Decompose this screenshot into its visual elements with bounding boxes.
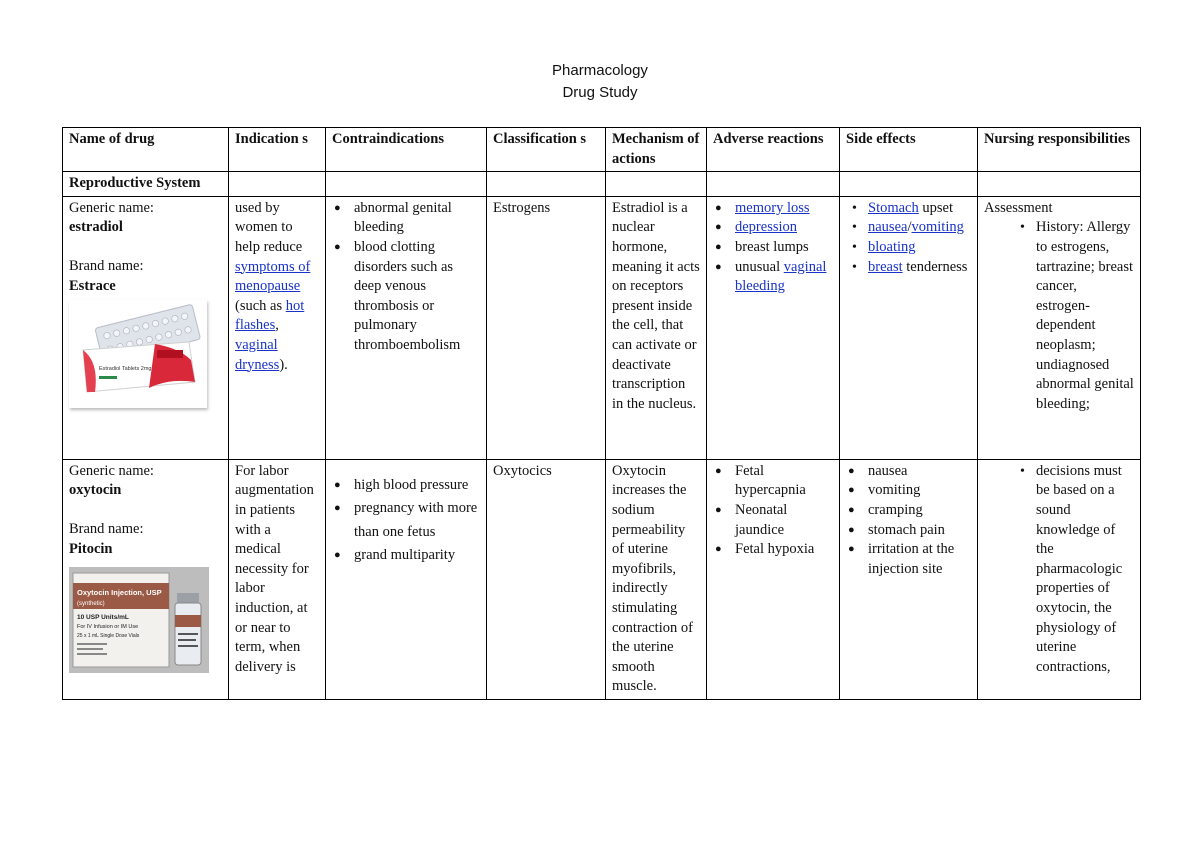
list-item: ● stomach pain [868,521,971,541]
link-vaginal-dryness[interactable]: vaginal dryness [235,336,280,373]
list-item: • nausea/vomiting [868,218,971,238]
brand-name: Pitocin [69,540,113,557]
svg-text:10 USP Units/mL: 10 USP Units/mL [77,614,129,622]
col-header-nursing: Nursing responsibilities [978,128,1141,172]
generic-name: estradiol [69,219,123,236]
drug-name-cell [63,196,229,459]
indication-cell: used by women to help reduce symptoms of menopause (such as hot flashes, vaginal dryness). [229,196,326,459]
list-item [735,199,833,219]
list-item: ● abnormal genital bleeding [354,199,480,238]
classification-cell: Oxytocics [487,459,606,699]
list-item: ● vomiting [868,481,971,501]
svg-text:Oxytocin Injection, USP: Oxytocin Injection, USP [77,588,162,598]
col-header-side-effects: Side effects [840,128,978,172]
list-item: ● irritation at the injection site [868,540,971,579]
header-row [63,128,1141,172]
list-item [868,238,971,258]
link-breast[interactable]: breast [868,258,903,275]
svg-text:For IV Infusion or IM Use: For IV Infusion or IM Use [77,624,139,631]
generic-label: Generic name: [69,462,154,479]
col-header-name: Name of drug [63,128,229,172]
list-item [735,218,833,238]
drug-study-table [62,127,1141,700]
list-item: • decisions must be based on a sound knowledge of the pharmacologic properties of oxytocin, the physiology of uterine contractions, [1036,462,1134,678]
col-header-indications: Indication s [229,128,326,172]
document-title: Pharmacology [552,62,648,79]
list-item: • breast tenderness [868,258,971,278]
nursing-cell [978,196,1141,459]
section-row [63,172,1141,197]
drug-name-cell [63,459,229,699]
link-symptoms-of-menopause[interactable]: symptoms of menopause [235,258,311,295]
nursing-section-title: Assessment [984,199,1053,216]
list-item: ● high blood pressure [354,474,480,498]
generic-label: Generic name: [69,199,154,216]
document-subtitle: Drug Study [562,84,638,101]
classification-cell: Estrogens [487,196,606,459]
contraindications-cell [326,196,487,459]
drug-row-estradiol [63,196,1141,459]
brand-label: Brand name: [69,520,144,537]
generic-name: oxytocin [69,482,122,499]
col-header-adverse: Adverse reactions [707,128,840,172]
adverse-cell [707,196,840,459]
brand-label: Brand name: [69,257,144,274]
list-item: ● Fetal hypoxia [735,540,833,560]
col-header-mechanism: Mechanism of actions [606,128,707,172]
mechanism-cell: Oxytocin increases the sodium permeability of uterine myofibrils, indirectly stimulating contraction of the uterine smooth muscle. [606,459,707,699]
pitocin-product-image [69,567,209,673]
adverse-cell [707,459,840,699]
estrace-product-image [69,300,207,408]
svg-text:(synthetic): (synthetic) [77,601,105,608]
link-memory-loss[interactable]: memory loss [735,199,810,216]
list-item: ● unusual vaginal bleeding [735,258,833,297]
link-vomiting[interactable]: vomiting [911,219,964,236]
list-item: • Stomach upset [868,199,971,219]
link-hot-flashes[interactable]: hot flashes [235,297,305,334]
list-item: • History: Allergy to estrogens, tartrazine; breast cancer, estrogen-dependent neoplasm; undiagnosed abnormal genital bleeding; [1036,218,1134,414]
svg-text:25 x 1 mL Single Dose Vials: 25 x 1 mL Single Dose Vials [77,633,140,640]
list-item: ● pregnancy with more than one fetus [354,497,480,544]
side-effects-cell [840,196,978,459]
link-bloating[interactable]: bloating [868,238,916,255]
list-item: ● blood clotting disorders such as deep venous thrombosis or pulmonary thromboembolism [354,238,480,356]
list-item: ● nausea [868,462,971,482]
col-header-contraindications: Contraindications [326,128,487,172]
list-item: ● Fetal hypercapnia [735,462,833,501]
drug-row-oxytocin [63,459,1141,699]
contraindications-cell [326,459,487,699]
list-item: ● cramping [868,501,971,521]
brand-name: Estrace [69,277,116,294]
list-item: ● breast lumps [735,238,833,258]
side-effects-cell [840,459,978,699]
indication-cell: For labor augmentation in patients with a medical necessity for labor induction, at or near to term, when delivery is [229,459,326,699]
nursing-cell [978,459,1141,699]
section-label: Reproductive System [63,172,229,197]
list-item: ● grand multiparity [354,544,480,568]
mechanism-cell: Estradiol is a nuclear hormone, meaning it acts on receptors present inside the cell, that can activate or deactivate transcription in the nucleus. [606,196,707,459]
col-header-classifications: Classification s [487,128,606,172]
link-vaginal-bleeding[interactable]: vaginal bleeding [735,258,827,295]
link-stomach[interactable]: Stomach [868,199,919,216]
link-nausea[interactable]: nausea [868,219,908,236]
list-item: ● Neonatal jaundice [735,501,833,540]
svg-text:Estradiol Tablets 2mg: Estradiol Tablets 2mg [99,366,152,373]
link-depression[interactable]: depression [735,219,798,236]
